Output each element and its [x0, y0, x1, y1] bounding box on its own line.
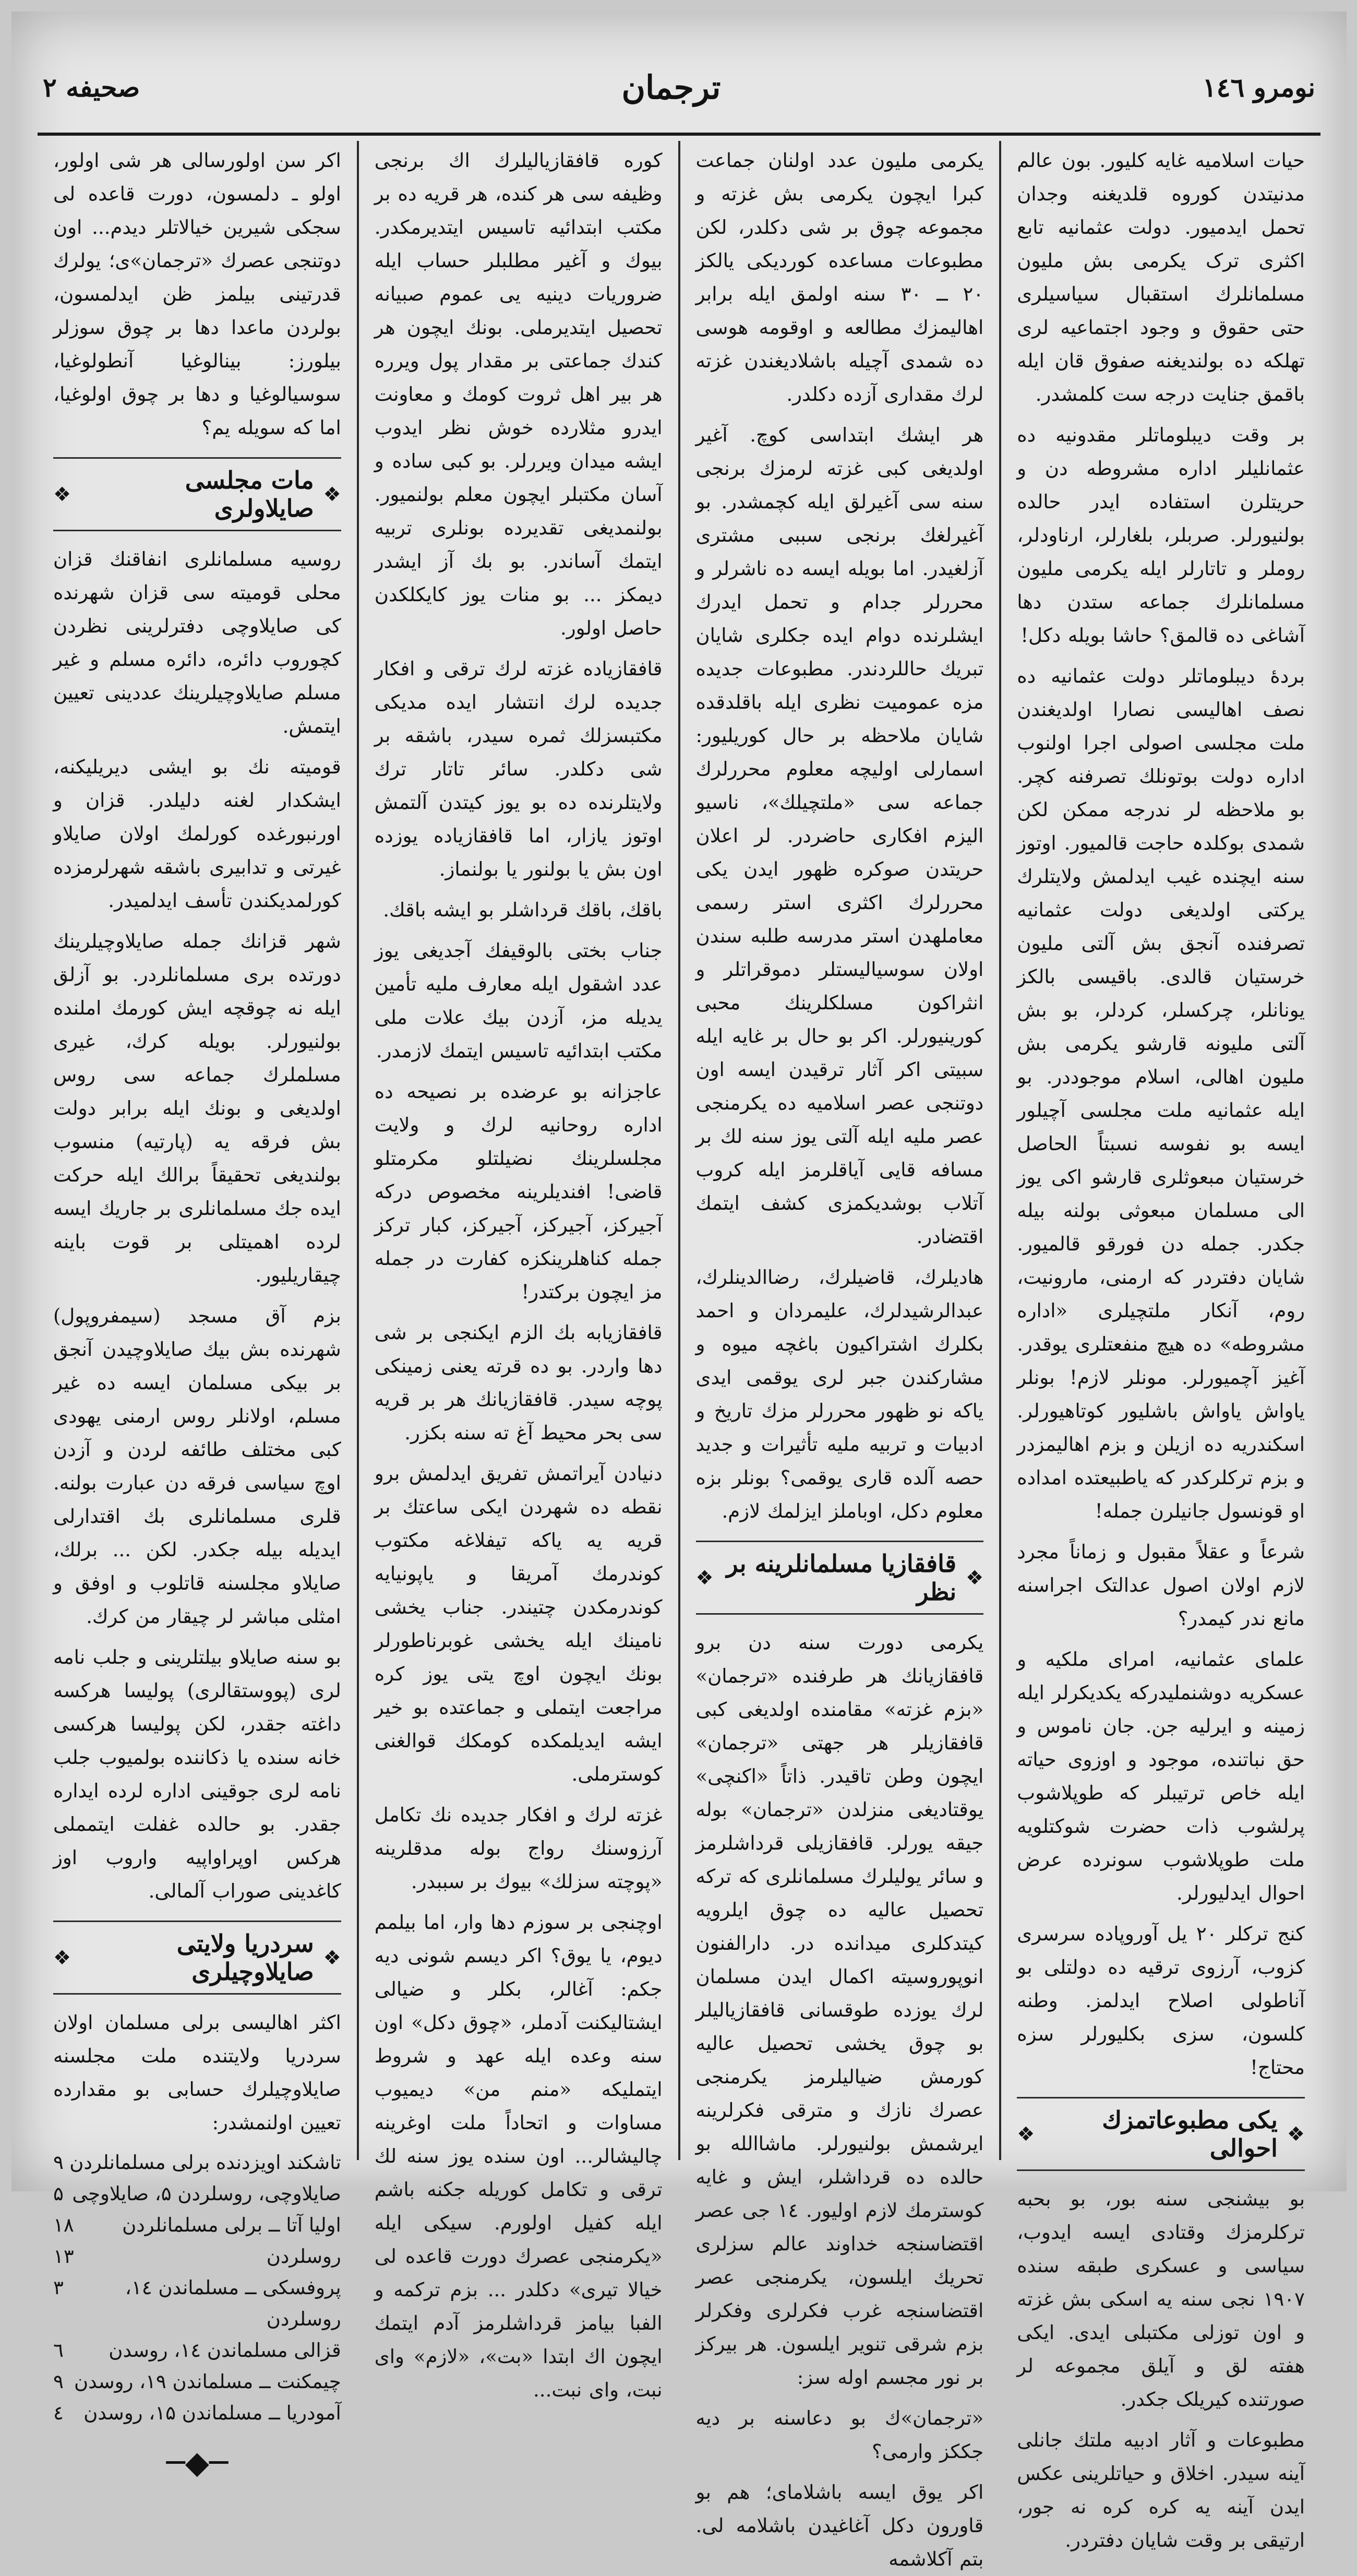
list-item [53, 2241, 341, 2272]
newspaper-title: ترجمان [621, 68, 721, 106]
issue-number: نومرو ۱٤٦ [1202, 71, 1315, 103]
article-paragraph: کنج ترکلر ۲۰ یل آوروپاده سرسری کزوب، آرزوی ترقیه ده دولتلی بو آناطولی اصلاح ایدلمز. وطنه کلسون، سزی بکلیورلر سزه محتاج! [1017, 1923, 1305, 2079]
article-paragraph: قافقازیابه بك الزم ایکنجی بر شی دها واردر. بو ده قرته یعنی زمینکی پوچه سیدر. قافقازیانك هر بر قریه سی بحر محیط آغ ته سنه بکزر. [374, 1321, 663, 1444]
list-item-text: پروفسکی ــ مسلماندن ۱٤، روسلردن [125, 2276, 341, 2330]
list-item [53, 2147, 341, 2178]
article-paragraph: بزم آق مسجد (سیمفروپول) شهرنده بش بیك صایلاوچیدن آنجق بر بیکی مسلمان ایسه ده غیر مسلم، اولانلر روس ارمنی یهودی کبی مختلف طائفه لردن و آزدن اوچ سیاسی فرقه دن عبارت بولنه. قلری مسلمانلری بك اقتدارلی ایدیله بیله جکدر. لکن ... برلك، صایلاو مجلسنه قاتلوب و اوفق و امثلی مباشر لر چیقار من کرك. [53, 1305, 341, 1628]
list-item-number: ٦ [53, 2339, 64, 2362]
article-paragraph: کوره قافقازیالیلرك اك برنجی وظیفه سی هر کنده، هر قریه ده بر مکتب ابتدائیه تاسیس ایتدیرمکدر. بیوك و آغیر مطلبلر حساب ایله ضروریات دینیه یی عموم صبیانه تحصیل ایتدیرملی. بونك ایچون هر کندك جماعتی بر مقدار پول ویرره هر بیر اهل ثروت کومك و معاونت ایدرو مثلارده خوش نظر ایدوب ایشه میدان ویررلر. بو کبی ساده و آسان مکتبلر ایچون معلم بولنمیور. بولنمدیغی تقدیرده بونلری تربیه ایتمك آساندر. بو بك آز ایشدر دیمکز ... بو منات یوز کایکلکدن حاصل اولور. [374, 149, 663, 639]
article-paragraph: روسیه مسلمانلری انفاقنك قزان محلی قومیته سی قزان شهرنده کی صایلاوچی دفترلرینی نظردن کچوروب دائره، دائره مسلم و غیر مسلم صایلاوچیلرینك عددینی تعیین ایتمش. [53, 548, 341, 737]
list-item [53, 2272, 341, 2335]
ornament-icon: ❖ [53, 483, 71, 506]
article-paragraph: بردهٔ دیبلوماتلر دولت عثمانیه ده نصف اهالیسی نصارا اولدیغندن ملت مجلسی اصولی اجرا اولنوب اداره دولت بوتونلك تصرفنه کچر. بو ملاحظه لر ندرجه ممکن لکن شمدی بوکلدہ حاجت قالمیور. اوتوز سنه ایچنده غیب ایدلمش ولایتلرك یرکتی اولدیغی دولت عثمانیه تصرفنده آنجق بش آلتی ملیون خرستیان قالدی. باقیسی بالکز یونانلر، چرکسلر، کردلر، بو بش آلتی ملیونه قارشو یکرمی بش ملیون اهالی، اسلام موجوددر. بو ایله عثمانیه ملت مجلسی آچیلور ایسه بو نفوسه نسبتاً الحاصل خرستیان مبعوثلری قارشو اکی یوز الی مسلمان مبعوثی بولنه بیله جکدر. جمله دن فورقو قالمیور. شایان دفتردر که ارمنی، مارونیت، روم، آنکار ملتچیلری «اداره مشروطه» ده هیچ منفعتلری یوقدر. آغیز آچمیورلر. مونلر لازم! بونلر یاواش یاواش باشلیور کوتاهیورلر. اسکندریه ده ازیلن و بزم اهالیمزدر و بزم ترکلرکدر که یاطبیعتده امداده او قونسول جانیلرن جمله! [1017, 665, 1305, 1522]
section-heading [53, 1921, 341, 1995]
list-item-text: چیمکنت ــ مسلماندن ۱۹، روسدن [74, 2370, 341, 2393]
section-heading [1017, 2097, 1305, 2171]
list-item-text: قزالی مسلماندن ۱٤، روسدن [109, 2339, 341, 2362]
article-paragraph: شهر قزانك جمله صایلاوچیلرینك دورتده بری مسلمانلردر. بو آزلق ایله نه چوقچه ایش کورمك املنده بولنیورلر. بویله کرك، غیری مسلملرك جماعه سی روس اولدیغی و بونك ایله برابر دولت بش فرقه یه (پارتیه) منسوب بولندیغی تحقیقاً برالك ایله حرکت ایده جك مسلمانلری بر جاریك ایسه لرده اهمیتلی بر قوت باینه چیقاریلیور. [53, 930, 341, 1286]
article-paragraph: غزته لرك و افکار جدیده نك تکامل آرزوسنك رواج بوله مدقلرینه «پوچته سزلك» بیوك بر سببدر. [374, 1804, 663, 1893]
ornament-icon: ❖ [323, 483, 341, 506]
section-heading-text: قافقازیا مسلمانلرینه بر نظر [726, 1549, 957, 1606]
article-paragraph: حیات اسلامیه غایه کلیور. بون عالم مدنیتدن کوروه قلدیغنه وجدان تحمل ایدمیور. دولت عثمانیه تابع اکثری ترک یکرمی بش ملیون مسلمانلرك استقبال سیاسیلری حتی حقوق و وجود اجتماعیه لری تهلکه ده بولندیغنه صفوق قان ایله باقمق جنایت درجه ست کلمشدر. [1017, 149, 1305, 406]
ornament-icon: ❖ [1287, 2122, 1305, 2145]
column-4 [38, 141, 357, 2481]
ornament-icon: ❖ [966, 1566, 984, 1589]
article-paragraph: قافقازیاده غزته لرك ترقی و افکار جدیده لرك انتشار ایده مدیکی مکتبسزلك ثمره سیدر، باشقه بر شی دکلدر. سائر تاتار ترك ولایتلرنده ده بو یوز کیتدن آلتمش اوتوز یازار، اما قافقازیاده یوزده اون بش یا بولنور یا بولنماز. [374, 658, 663, 880]
columns-container [38, 141, 1320, 2570]
article-paragraph: بر وقت دیبلوماتلر مقدونیه ده عثمانلیلر اداره مشروطه دن و حریتلرن استفاده ایدر حالده بولنیورلر. صربلر، بلغارلر، ارناودلر، روملر و تاتارلر ایله یکرمی ملیون مسلمانلرك جماعه ستدن دها آشاغی ده قالمق؟ حاشا بویله دکل! [1017, 424, 1305, 647]
list-item-text: آمودریا ــ مسلماندن ۱۵، روسدن [83, 2402, 341, 2424]
article-paragraph: هر ایشك ابتداسی کوچ. آغیر اولدیغی کبی غزته لرمزك برنجی سنه سی آغیرلق ایله کچمشدر. بو آغیرلغك برنجی سببی مشتری آزلغیدر. اما بویله ایسه ده ناشرلر و محررلر جدام و تحمل ایدرك ایشلرنده دوام ایده جکلری شایان تبریك حاللردندر. مطبوعات جدیده مزه عمومیت نظری ایله باقلدقده شایان ملاحظه بر حال کوریلیور: اسمارلی اولیچه معلوم محررلرك جماعه سی «ملتچیلك»، ناسیو الیزم افکاری حاضردر. لر اعلان حریتدن صوکره ظهور ایدن یکی محررلرك اکثری استر رسمی معاملهدن استر مدرسه طلبه سندن اولان سوسیالیستلر دموقراتلر و انثراکون مسلکلرینك محبی کورینیورلر. اکر بو حال بر غایه ایله سبیتی اکر آثار ترقیدن ایسه اون دوتنجی عصر اسلامیه ده یکرمنجی عصر ملیه ایله آلتی یوز سنه لك بر مسافه قایی آیاقلرمز ایله کروب آتلاب بوشدیکمزی کشف ایتمك اقتضادر. [695, 424, 984, 1248]
list-item-number: ٤ [53, 2402, 64, 2424]
article-paragraph: اکر سن اولورسالی هر شی اولور، اولو ـ دلمسون، دورت قاعده لی سجکی شیرین خیالاتلر دیدم... اون دوتنجی عصرك «ترجمان»ی؛ یولرك قدرتینی بیلمز ظن ایدلمسون، بولردن ماعدا دها بر چوق سوزلر بیلورز: بینالوغیا آنطولوغیا، سوسیالوغیا و دها بر چوق اولوغیا، اما که سویله یم؟ [53, 149, 341, 439]
article-paragraph: عاجزانه بو عرضده بر نصیحه ده اداره روحانیه لرك و ولایت مجلسلرینك نضیلتلو مکرمتلو قاضی! افندیلرینه مخصوص درکه آجیرکز، آجیرکز، آجیرکز، کبار ترکز جمله کناهلرینکزه کفارت در جمله مز ایچون برکتدر! [374, 1080, 663, 1303]
list-item [53, 2335, 341, 2366]
article-paragraph: اکثر اهالیسی برلی مسلمان اولان سردریا ولایتنده ملت مجلسنه صایلاوچیلرك حسابی بو مقدارده تعیین اولنمشدر: [53, 2011, 341, 2134]
article-paragraph: دنیادن آیراتمش تفریق ایدلمش برو نقطه ده شهردن ایکی ساعتك بر قریه یه یاکه تیفلاغه مکتوب کوندرمك آمریقا و یاپونیایه کوندرمکدن چتیندر. جناب یخشی نامینك ایله یخشی غوبرناطورلر بونك ایچون اوچ یتی یوز کره مراجعت ایتملی و جماعتده بو خیر ایشه ایدیلمکده کومکك قوالغنی کوسترملی. [374, 1462, 663, 1785]
electors-list [53, 2147, 341, 2429]
list-item-number: ۹ [53, 2151, 64, 2174]
article-paragraph: باقك، باقك قرداشلر بو ایشه باقك. [383, 899, 663, 921]
article-paragraph: شرعاً و عقلاً مقبول و زماناً مجرد لازم اولان اصول عدالتک اجراسنه مانع ندر کیمدر؟ [1017, 1541, 1305, 1630]
column-3 [357, 141, 678, 2401]
list-item-text: تاشکند اویزدنده برلی مسلمانلردن [69, 2151, 341, 2174]
article-paragraph: هادیلرك، قاضیلرك، رضاالدینلرك، عبدالرشیدلرك، علیمردان و احمد بكلرك اشتراکیون باغچه میوه و مشارکندن جبر لری یوقمی ایدی یاکه نو ظهور محررلر مزك تاریخ و ادبیات و تربیه ملیه تأثیرات و جدید حصه آلده قاری یوقمی؟ بونلر بزه معلوم دکل، اوباملز ایزلمك لازم. [695, 1266, 984, 1522]
section-heading [696, 1541, 984, 1615]
article-paragraph: مطبوعات و آثار ادبیه ملتك جانلی آینه سیدر. اخلاق و حیاتلرینی عکس ایدن آینه یه کره کره نه جور، ارتیقی بر وقت شایان دفتردر. [1017, 2429, 1305, 2551]
section-heading [53, 457, 341, 531]
article-paragraph: «ترجمان»ك بو دعاسنه بر دیه جککز وارمی؟ [695, 2407, 984, 2463]
article-paragraph: علمای عثمانیه، امرای ملکیه و عسکریه دوشنملیدرکه یکدیکرلر ایله زمینه و ایرلیه جن. جان ناموس و حق نباتنده، موجود و اوزوی حیاته ایله خاص ترتیبلر که طوپلاشوب پرلشوب ذات حضرت شوکتلویه ملت طوپلاشوب سونرده عرض احوال ایدلیورلر. [1017, 1648, 1305, 1904]
article-paragraph: یکرمی دورت سنه دن برو قافقازیانك هر طرفنده «ترجمان» «بزم غزته» مقامنده اولدیغی کبی قافقازیلر هر جهتی «ترجمان» ایچون وطن تاقیدر. ذاتاً «اکنچی» یوقتادیغی منزلدن «ترجمان» بوله جیقه یورلر. قافقازیلی قرداشلرمز و سائر یولیلرك مسلمانلری که ترکه تحصیل عالیه ده چوق ایلرویه کیتدکلری میدانده در. دارالفنون انوپوروسیته اکمال ایدن مسلمان لرك یوزده طوقسانی قافقازیالیلر بو چوق یخشی تحصیل عالیه کورمش ضیالیلرمز یکرمنجی عصرك نازك و مترقی فکرلرینه ایرشمش بولنیورلر. ماشاالله بو حالده ده قرداشلر، ایش و غایه کوسترمك لازم اولیور. ۱٤ جی عصر اقتضاسنجه خداوند عالم سزلری تحریك ایلسون، یکرمنجی عصر اقتضاسنجه غرب فکرلری وفکرلر بزم شرقی تنویر ایلسون. هر بیرکز بر نور مجسم اوله سز: [695, 1631, 984, 2389]
section-heading-text: سردریا ولایتی صایلاوچیلری [176, 1929, 314, 1986]
list-item [53, 2210, 341, 2241]
list-item-number: ۱۸ [53, 2214, 74, 2236]
article-paragraph: جناب بختی بالوقیفك آجدیغی یوز عدد اشقول ایله معارف ملیه تأمین یدیله مز، آزدن بیك علات ملی مکتب ابتدائیه تاسیس ایتمك لازمدر. [374, 939, 663, 1062]
newspaper-page [11, 11, 1347, 2570]
list-item-text: صایلاوچی، روسلردن ۵، صایلاوچی [72, 2183, 341, 2205]
article-paragraph: بو بیشنجی سنه بور، بو بحبه ترکلرمزك وقتادی ایسه ایدوب، سیاسی و عسکری طبقه سنده ۱۹۰۷ نجی سنه یه اسکی بش غزته و اون توزلی مکتبلی ایدی. ایکی هفته لق و آیلق مجموعه لر صورتنده کیریلک جکدر. [1017, 2188, 1305, 2411]
article-paragraph: یکرمی ملیون عدد اولنان جماعت کبرا ایچون یکرمی بش غزته و مجموعه چوق بر شی دکلدر، لکن مطبوعات مساعده کوردیکی یالکز ۲۰ ــ ۳۰ سنه اولمق ایله برابر اهالیمزك مطالعه و اوقومه هوسی ده شمدی آچیله باشلادیغندن غزته لرك مقداری آزده دکلدر. [695, 149, 984, 406]
list-item-number: ۳ [53, 2276, 64, 2299]
article-paragraph: بو سنه صایلاو بیلتلرینی و جلب نامه لری (پووستقالری) پولیسا هرکسه داغته جقدر، لکن پولیسا هرکسی خانه سنده یا ذکاننده بولمیوب جلب نامه لری جوقینی اداره لرده ایداره جقدر. بو حالده غفلت ایتمملی هرکس اوپراواپیه واروب اوز کاغدینی صوراب آلمالی. [53, 1646, 341, 1902]
page-number: صحیفه ۲ [43, 71, 140, 103]
article-paragraph: اکر یوق ایسه باشلامای؛ هم بو قاورون دکل آغاغیدن باشلامه لی. بتم آکلاشمه [695, 2481, 984, 2570]
list-item-text: روسلردن [266, 2245, 341, 2268]
list-item [53, 2398, 341, 2429]
list-item-number: ۱۳ [53, 2245, 74, 2268]
article-paragraph: اوچنجی بر سوزم دها وار، اما بیلمم دیوم، یا یوق؟ اکر دیسم شونی دیه جکم: آغالر، بکلر و ضیالی ایشتالیکنت آدملر، «چوق دکل» اون سنه وعده ایله عهد و شروط ایتملیکه «منم من» دیمیوب مساوات و اتحاداً ملت اوغرینه چالیشالر... اون سنده یوز سنه لك ترقی و تکامل کوریله جکنه باشم ایله کفیل اولورم. سیکی ایله «یکرمنجی عصرك دورت قاعده لی خیالا تیری» دکلدر ... بزم ترکمه و الفبا بیامز قرداشلرمز آدم ایتمك ایچون اك ابتدا «بت»، «لازم» وای نبت، وای نبت... [374, 1911, 663, 2401]
list-item-number: ۵ [53, 2183, 64, 2205]
ornament-icon: ❖ [323, 1946, 341, 1969]
list-item-text: اولیا آتا ــ برلی مسلمانلردن [122, 2214, 341, 2236]
masthead-rule [38, 133, 1320, 136]
ornament-icon: ❖ [695, 1566, 714, 1589]
section-heading-text: یکی مطبوعاتمزك احوالی [1102, 2106, 1278, 2162]
masthead [43, 48, 1315, 126]
article-paragraph: قومیته نك بو ایشی دیریلیکنه، ایشکدار لغنه دلیلدر. قزان و اورنبورغده کورلمك اولان صایلاو غیرتی و تدابیری باشقه شهرلرمزده کورلمدیکندن تأسف ایدلمیدر. [53, 756, 341, 912]
end-ornament-icon: ─◆─ [166, 2444, 229, 2481]
ornament-icon: ❖ [1017, 2122, 1035, 2145]
list-item-number: ۹ [53, 2370, 64, 2393]
column-2 [678, 141, 1000, 2570]
section-heading-text: مات مجلسی صایلاولری [185, 466, 314, 522]
list-item [53, 2178, 341, 2210]
list-item [53, 2366, 341, 2398]
ornament-icon: ❖ [53, 1946, 71, 1969]
column-1 [999, 141, 1320, 2551]
